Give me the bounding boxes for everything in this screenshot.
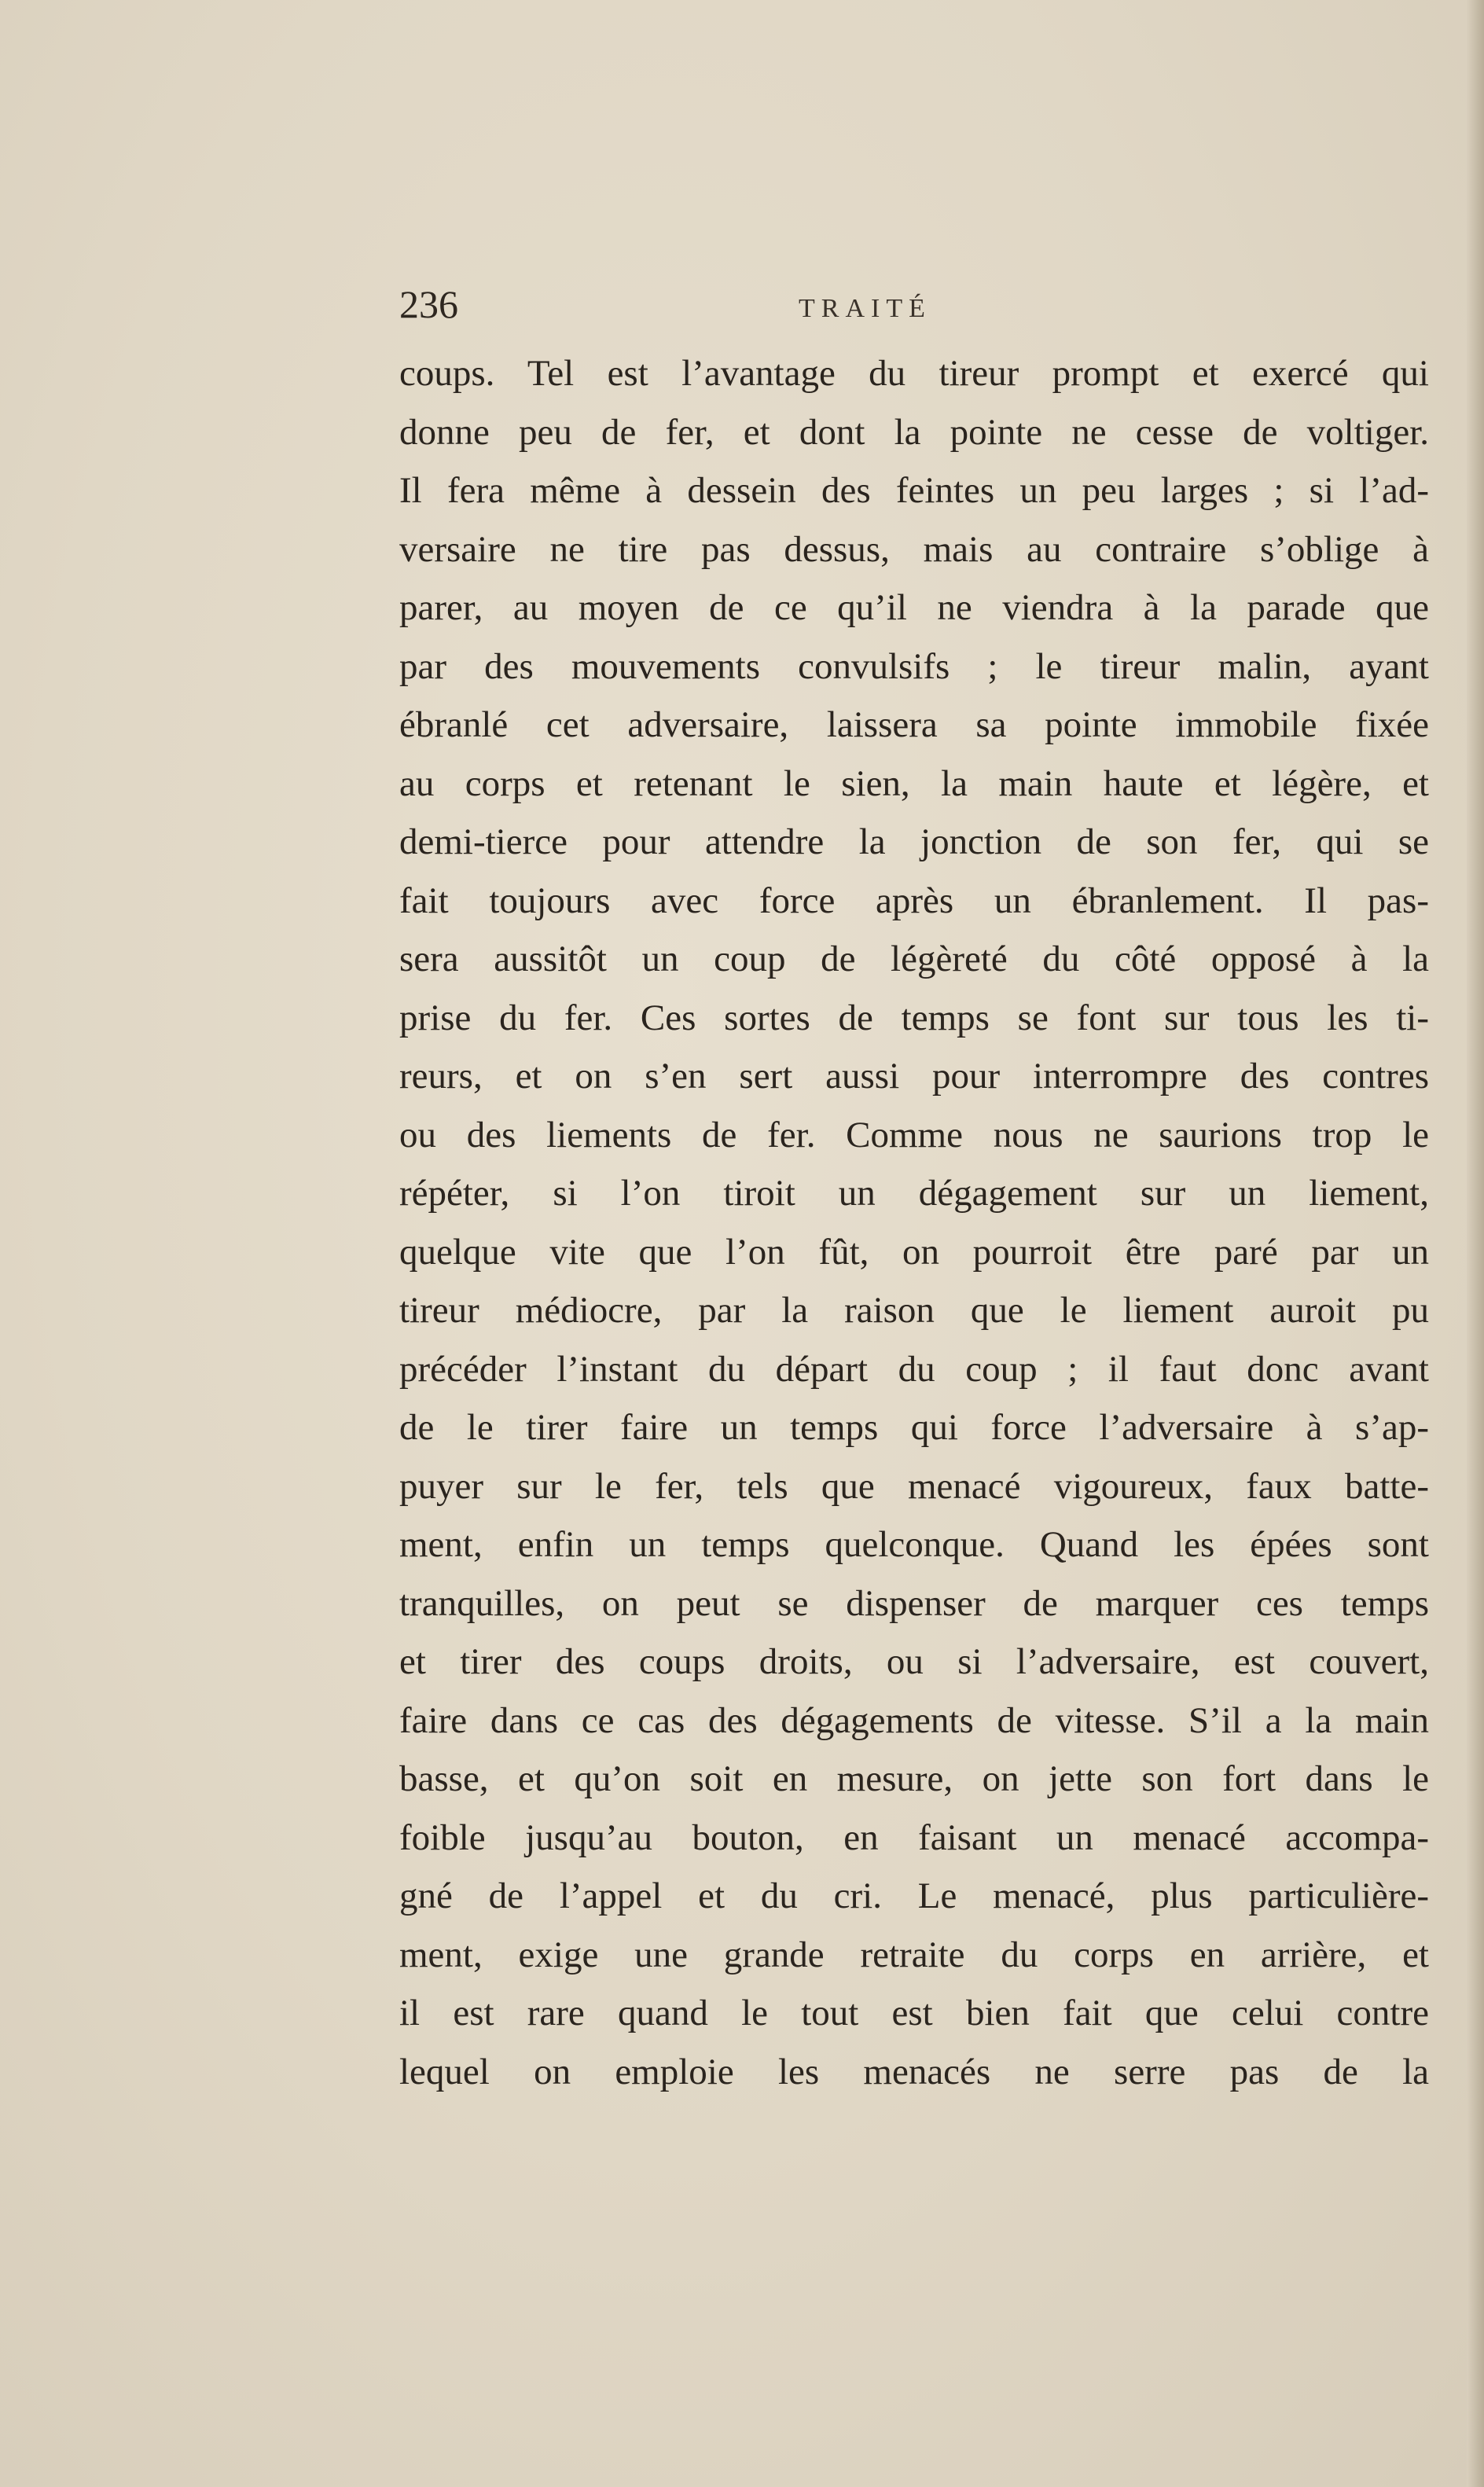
running-head: TRAITÉ [799,294,931,323]
text-line: ébranlé cet adversaire, laissera sa pointe immobile fixée [399,704,1429,745]
text-line: tranquilles, on peut se dispenser de marquer ces temps [399,1582,1429,1624]
text-line: foible jusqu’au bouton, en faisant un menacé accompa- [399,1817,1429,1858]
text-line: précéder l’instant du départ du coup ; il faut donc avant [399,1348,1429,1390]
text-line: reurs, et on s’en sert aussi pour interrompre des contres [399,1056,1429,1097]
text-line: Il fera même à dessein des feintes un peu larges ; si l’ad- [399,470,1429,511]
text-line: et tirer des coups droits, ou si l’adversaire, est couvert, [399,1641,1429,1682]
text-line: sera aussitôt un coup de légèreté du côté opposé à la [399,939,1429,979]
text-line: puyer sur le fer, tels que menacé vigoureux, faux batte- [399,1465,1429,1507]
text-line: versaire ne tire pas dessus, mais au contraire s’oblige à [399,528,1429,570]
text-line: parer, au moyen de ce qu’il ne viendra à la parade que [399,587,1429,628]
text-line: ment, exige une grande retraite du corps en arrière, et [399,1934,1429,1975]
text-line: fait toujours avec force après un ébranlement. Il pas- [399,880,1429,921]
body-text [399,344,1429,2101]
text-line: prise du fer. Ces sortes de temps se font sur tous les ti- [399,997,1429,1038]
text-line: au corps et retenant le sien, la main haute et légère, et [399,762,1429,804]
page-number: 236 [399,282,458,326]
text-line: ment, enfin un temps quelconque. Quand les épées sont [399,1524,1429,1565]
text-line: coups. Tel est l’avantage du tireur prompt et exercé qui [399,353,1429,394]
page-header [399,277,1421,332]
text-line: faire dans ce cas des dégagements de vitesse. S’il a la main [399,1699,1429,1741]
text-line: ou des liements de fer. Comme nous ne saurions trop le [399,1114,1429,1155]
text-line: quelque vite que l’on fût, on pourroit être paré par un [399,1231,1429,1273]
text-line: répéter, si l’on tiroit un dégagement sur un liement, [399,1173,1429,1214]
page-edge-shadow [1467,0,1484,2487]
text-line: basse, et qu’on soit en mesure, on jette son fort dans le [399,1758,1429,1799]
text-line: il est rare quand le tout est bien fait que celui contre [399,1993,1429,2033]
text-line: tireur médiocre, par la raison que le liement auroit pu [399,1290,1429,1331]
text-line: gné de l’appel et du cri. Le menacé, plus particulière- [399,1875,1429,1916]
text-line: lequel on emploie les menacés ne serre pas de la [399,2051,1429,2092]
text-line: demi-tierce pour attendre la jonction de son fer, qui se [399,821,1429,862]
text-line: de le tirer faire un temps qui force l’adversaire à s’ap- [399,1407,1429,1448]
text-line: par des mouvements convulsifs ; le tireur malin, ayant [399,645,1429,687]
text-line: donne peu de fer, et dont la pointe ne cesse de voltiger. [399,411,1429,453]
